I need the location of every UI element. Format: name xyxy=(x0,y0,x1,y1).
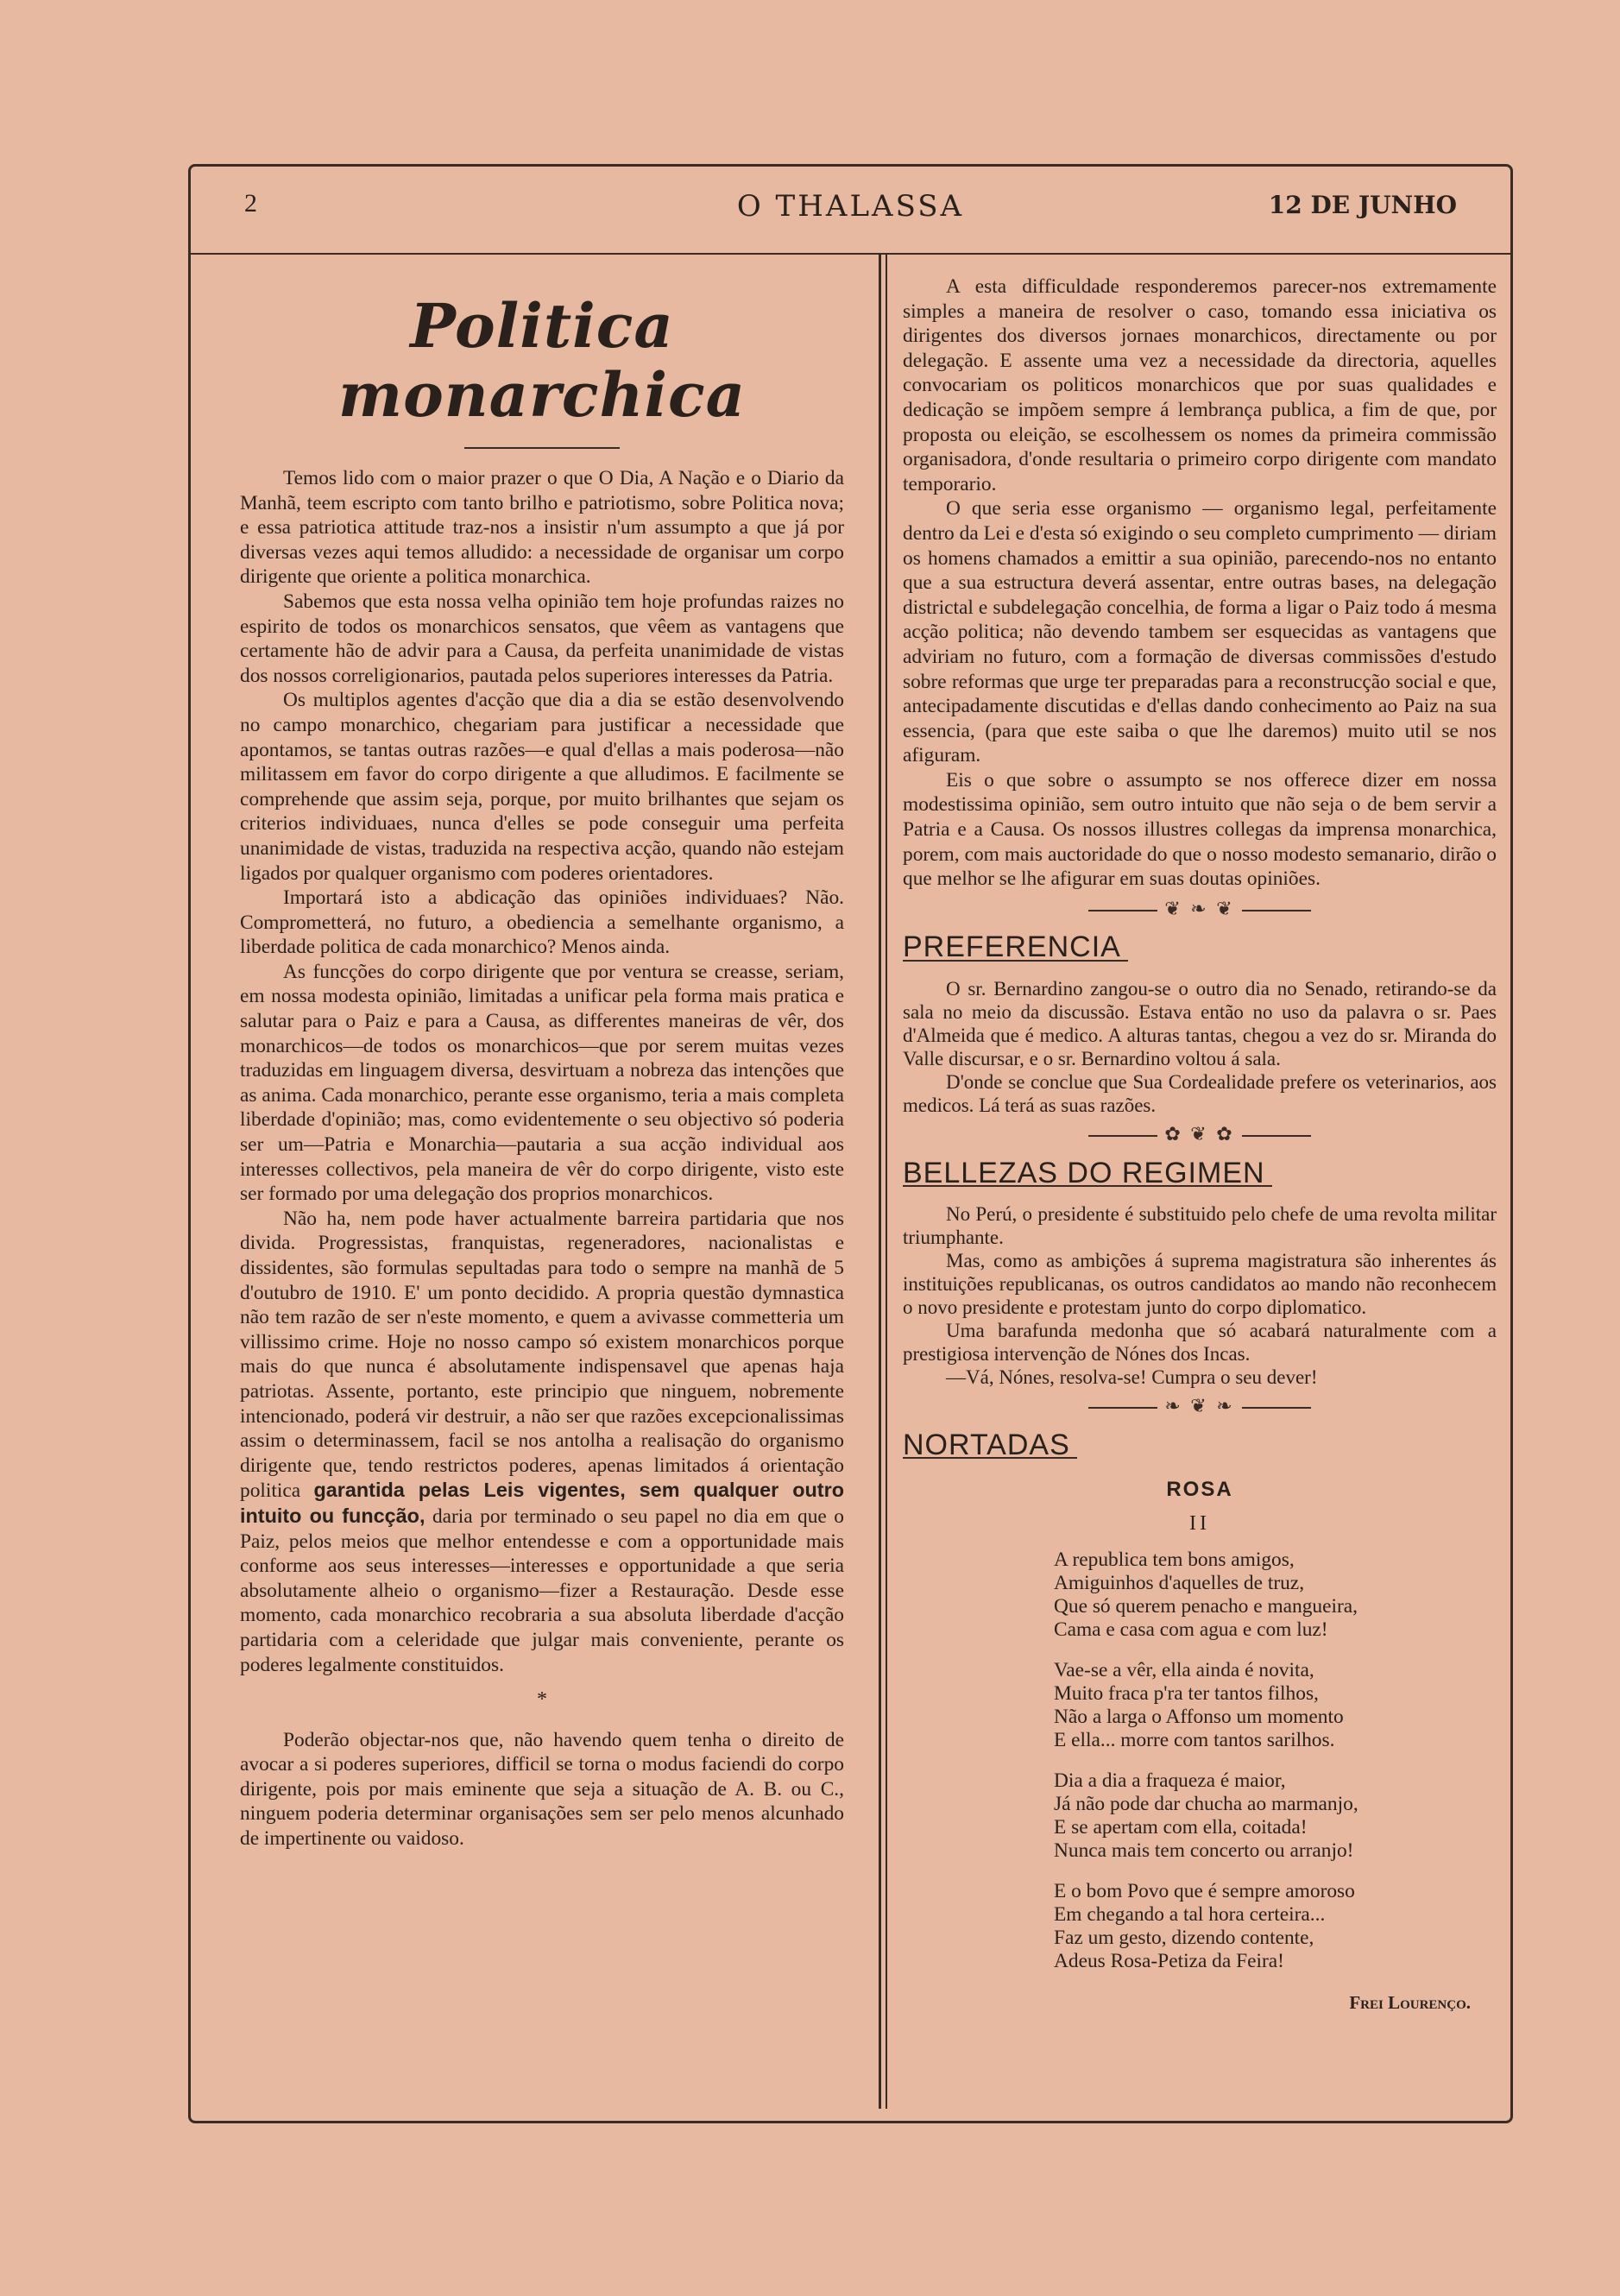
article-paragraph: Sabemos que esta nossa velha opinião tem hoje profundas raizes no espirito de todos os monarchicos sensatos, que vêem as vantagens que certamente hão de advir para a Causa, da perfeita unanimidade de vistas dos nossos correligionarios, pautada pelos superiores interesses da Patria. xyxy=(240,590,844,687)
article-paragraph: As funcções do corpo dirigente que por ventura se creasse, seriam, em nossa modesta opinião, limitadas a unificar pela forma mais pratica e salutar para o Paiz e para a Causa, as differentes maneiras de vêr, dos monarchicos—de todos os monarchicos—que por serem muitas vezes traduzidas em linguagem diversa, desvirtuam a nobreza das intenções que as anima. Cada monarchico, perante esse organismo, teria a mais completa liberdade d'opinião; mas, como evidentemente o seu objectivo só poderia ser um—Patria e Monarchia—pautaria a sua acção individual aos interesses collectivos, pela maneira de vêr do corpo dirigente, visto este ser formado por uma delegação dos proprios monarchicos. xyxy=(240,960,844,1206)
poem-numeral: II xyxy=(1189,1512,1210,1535)
poem-stanza xyxy=(1054,1659,1497,1752)
bellezas-paragraph: Mas, como as ambições á suprema magistratura são inherentes ás instituições republicanas, os outros candidatos ao mando não reconhecem o novo presidente e protestam junto do corpo diplomatico. xyxy=(903,1250,1497,1319)
ornamental-divider xyxy=(903,1394,1497,1419)
column-rule-left xyxy=(879,253,881,2109)
ornamental-divider xyxy=(903,897,1497,922)
poem-line: Vae-se a vêr, ella ainda é novita, xyxy=(1054,1658,1314,1681)
poem-line: Que só querem penacho e mangueira, xyxy=(1054,1594,1358,1618)
preferencia-heading: PREFERENCIA xyxy=(903,935,1128,962)
masthead xyxy=(191,167,1510,255)
article-paragraph: Temos lido com o maior prazer o que O Dia, A Nação e o Diario da Manhã, teem escripto com tanto brilho e patriotismo, sobre Politica nova; e essa patriotica attitude traz-nos a insistir n'um assumpto a que já por diversas vezes aqui temos alludido: a necessidade de organisar um corpo dirigente que oriente a politica monarchica. xyxy=(240,467,844,589)
poem-line: E ella... morre com tantos sarilhos. xyxy=(1054,1728,1335,1751)
poem-line: E o bom Povo que é sempre amoroso xyxy=(1054,1879,1355,1902)
newspaper-title: O THALASSA xyxy=(736,189,965,224)
article-paragraph: Poderão objectar-nos que, não havendo quem tenha o direito de avocar a si poderes superiores, difficil se torna o modus faciendi do corpo dirigente, pois por mais eminente que seja a situação de A. B. ou C., ninguem poderia determinar organisações sem ser pelo menos alcunhado de impertinente ou vaidoso. xyxy=(240,1728,844,1851)
poem-line: E se apertam com ella, coitada! xyxy=(1054,1815,1308,1839)
poem-line: Em chegando a tal hora certeira... xyxy=(1054,1902,1326,1926)
article-paragraph xyxy=(240,1207,844,1677)
article-paragraph: Importará isto a abdicação das opiniões individuaes? Não. Comprometterá, no futuro, a obediencia a semelhante organismo, a liberdade politica de cada monarchico? Menos ainda. xyxy=(240,886,844,959)
divider-glyphs: ❦ ❧ ❦ xyxy=(1164,897,1235,919)
column-rule-right xyxy=(886,253,887,2109)
preferencia-paragraph: O sr. Bernardino zangou-se o outro dia no Senado, retirando-se da sala no meio da discussão. Estava então no uso da palavra o sr. Paes d'Almeida que é medico. A alturas tantas, chegou a vez do sr. Miranda do Valle discursar, e o sr. Bernardino voltou á sala. xyxy=(903,978,1497,1070)
poem-line: Nunca mais tem concerto ou arranjo! xyxy=(1054,1839,1354,1862)
article-emphasis: garantida pelas Leis vigentes, sem qualquer outro intuito ou funcção, xyxy=(240,1479,844,1527)
article-headline: Politica monarchica xyxy=(338,290,746,431)
poem-stanza xyxy=(1054,1549,1497,1642)
bellezas-paragraph: —Vá, Nónes, resolva-se! Cumpra o seu dever! xyxy=(946,1366,1318,1389)
nortadas-heading: NORTADAS xyxy=(903,1433,1077,1460)
poem-title: ROSA xyxy=(1166,1478,1233,1502)
poem-line: Dia a dia a fraqueza é maior, xyxy=(1054,1769,1286,1792)
poem-line: Já não pode dar chucha ao marmanjo, xyxy=(1054,1792,1358,1815)
preferencia-section xyxy=(903,977,1497,1117)
bellezas-heading: BELLEZAS DO REGIMEN xyxy=(903,1161,1272,1188)
issue-date: 12 DE JUNHO xyxy=(1268,191,1457,219)
ornamental-divider xyxy=(903,1122,1497,1147)
poem-line: Adeus Rosa-Petiza da Feira! xyxy=(1054,1949,1284,1972)
poem-line: Cama e casa com agua e com luz! xyxy=(1054,1618,1328,1641)
headline-rule xyxy=(464,447,620,449)
poem-line: Não a larga o Affonso um momento xyxy=(1054,1705,1344,1728)
poem-line: Amiguinhos d'aquelles de truz, xyxy=(1054,1571,1305,1594)
poem-stanza xyxy=(1054,1769,1497,1863)
poem-stanza xyxy=(1054,1880,1497,1973)
page-number: 2 xyxy=(244,189,257,218)
bellezas-section xyxy=(903,1202,1497,1389)
article-text: Não ha, nem pode haver actualmente barreira partidaria que nos divida. Progressistas, franquistas, regeneradores, nacionalistas e dissidentes, são formulas sepultadas para todo o sempre na manhã de 5 d'outubro de 1910. E' um ponto decidido. A propria questão dymnastica não tem razão de ser n'este momento, e quem a avivasse commetteria um villissimo crime. Hoje no nosso campo só existem monarchicos porque mais do que nunca é absolutamente indispensavel que apenas haja patriotas. Assente, portanto, este principio que ninguem, nobremente intencionado, poderá vir destruir, a não ser que razões excepcionalissimas assim o determinassem, facil se nos antolha a realisação do organismo dirigente que, tendo restrictos poderes, apenas limitados á orientação politica xyxy=(240,1207,844,1503)
preferencia-paragraph: D'onde se conclue que Sua Cordealidade prefere os veterinarios, aos medicos. Lá terá as suas razões. xyxy=(903,1071,1497,1117)
left-column xyxy=(240,274,844,1851)
bellezas-paragraph: No Perú, o presidente é substituido pelo chefe de uma revolta militar triumphante. xyxy=(903,1203,1497,1249)
article-paragraph: Os multiplos agentes d'acção que dia a dia se estão desenvolvendo no campo monarchico, chegariam para justificar a necessidade que apontamos, se tantas outras razões—e qual d'ellas a mais poderosa—não militassem em favor do corpo dirigente a que alludimos. E facilmente se comprehende que assim seja, porque, por muito brilhantes que sejam os criterios individuaes, nunca d'elles se pode conseguir uma perfeita unanimidade de vistas, traduzida na respectiva acção, quando não estejam ligados por qualquer organismo com poderes orientadores. xyxy=(240,689,844,885)
divider-glyphs: ❧ ❦ ❧ xyxy=(1164,1395,1235,1417)
article-paragraph: O que seria esse organismo — organismo legal, perfeitamente dentro da Lei e d'esta só exigindo o seu completo cumprimento — diriam os homens chamados a emittir a sua opinião, parecendo-nos no entanto que a sua estructura deverá assentar, entre outras bases, na delegação districtal e subdelegação concelhia, de forma a ligar o Paiz todo á mesma acção politica; não devendo tambem ser esquecidas as vantagens que adviriam no futuro, com a formação de diversas commissões d'estudo sobre reformas que urge ter preparadas para a reconstrucção social e que, antecipadamente discutidas e d'ellas dando conhecimento ao Paiz na sua essencia, (para que este saiba o que lhe daremos) muito util se nos afiguram. xyxy=(903,497,1497,767)
article-paragraph: A esta difficuldade responderemos parecer-nos extremamente simples a maneira de resolver o caso, tomando essa iniciativa os dirigentes dos diversos jornaes monarchicos, directamente ou por delegação. E assente uma vez a necessidade da directoria, aquelles convocariam os politicos monarchicos que por suas qualidades e dedicação se impõem sempre á lembrança publica, a fim de que, por proposta ou eleição, se escolhessem os nomes da primeira commissão organisadora, d'onde resultaria o primeiro corpo dirigente com mandato temporario. xyxy=(903,275,1497,495)
article-paragraph: Eis o que sobre o assumpto se nos offerece dizer em nossa modestissima opinião, sem outro intuito que não seja o de bem servir a Patria e a Causa. Os nossos illustres collegas da imprensa monarchica, porem, com mais auctoridade do que o nosso modesto semanario, dirão o que melhor se lhe afigurar em suas doutas opiniões. xyxy=(903,768,1497,891)
bellezas-paragraph: Uma barafunda medonha que só acabará naturalmente com a prestigiosa intervenção de Nónes dos Incas. xyxy=(903,1320,1497,1366)
poem-signature: Frei Lourenço. xyxy=(1349,1991,1471,2013)
poem-line: Muito fraca p'ra ter tantos filhos, xyxy=(1054,1681,1319,1705)
poem-line: Faz um gesto, dizendo contente, xyxy=(1054,1926,1314,1949)
divider-glyphs: ✿ ❦ ✿ xyxy=(1164,1123,1235,1145)
poem-line: A republica tem bons amigos, xyxy=(1054,1548,1295,1571)
right-column xyxy=(903,274,1497,2015)
page-frame xyxy=(188,164,1513,2123)
section-asterisk: * xyxy=(537,1688,547,1712)
article-text: daria por terminado o seu papel no dia em que o Paiz, pelos meios que melhor entendesse e com a opportunidade mais conforme aos seus interesses—interesses e opportunidade a que seria absolutamente alheio o organismo—fizer a Restauração. Desde esse momento, cada monarchico recobraria a sua absoluta liberdade d'acção partidaria com a celeridade que julgar mais conveniente, perante os poderes legalmente constituidos. xyxy=(240,1504,844,1676)
